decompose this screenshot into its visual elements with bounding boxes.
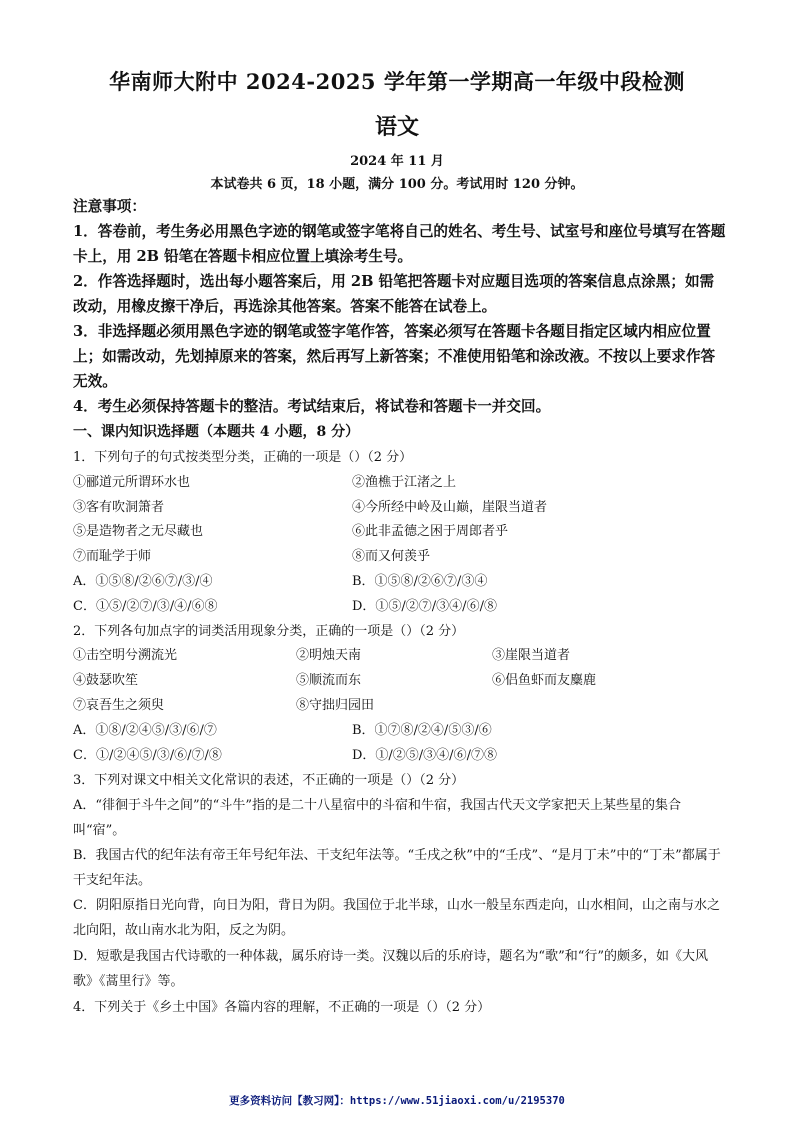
q2-option-b: B．①⑦⑧/②④/⑤③/⑥: [352, 723, 492, 738]
q2-option-c: C．①/②④⑤/③/⑥/⑦/⑧: [73, 748, 222, 763]
instruction-item: 4．考生必须保持答题卡的整洁。考试结束后，将试卷和答题卡一并交回。: [73, 398, 551, 415]
instructions-heading: 注意事项：: [73, 198, 146, 215]
question-2-stem: 2．下列各句加点字的词类活用现象分类，正确的一项是（）（2 分）: [73, 624, 465, 639]
q1-option-a: A．①⑤⑧/②⑥⑦/③/④: [73, 574, 213, 589]
q2-item: ⑧守拙归园田: [296, 698, 375, 713]
question-1-stem: 1．下列句子的句式按类型分类，正确的一项是（）（2 分）: [73, 450, 413, 465]
q2-item: ⑥侣鱼虾而友麋鹿: [492, 673, 597, 688]
footer-link[interactable]: 更多资料访问【教习网】：https://www.51jiaoxi.com/u/2195370: [229, 1095, 565, 1107]
q3-option-c: C．阴阳原指日光向背，向日为阳，背日为阴。我国位于北半球，山水一般呈东西走向，山水相间，山之南与水之北向阳，故山南水北为阳，反之为阴。: [73, 898, 720, 938]
instructions: [73, 194, 728, 419]
q1-item: ⑥此非孟德之困于周郎者乎: [352, 524, 509, 539]
q2-item: ④鼓瑟吹笙: [73, 673, 139, 688]
question-3-stem: 3．下列对课文中相关文化常识的表述，不正确的一项是（）（2 分）: [73, 773, 465, 788]
q1-item: ⑧而又何羡乎: [352, 549, 431, 564]
exam-title: 华南师大附中 2024-2025 学年第一学期高一年级中段检测: [109, 69, 685, 94]
exam-info: 本试卷共 6 页，18 小题，满分 100 分。考试用时 120 分钟。: [210, 177, 584, 192]
exam-date: 2024 年 11 月: [350, 154, 444, 169]
q2-item: ③崖限当道者: [492, 648, 571, 663]
q1-item: ⑦而耻学于师: [73, 549, 152, 564]
q1-item: ⑤是造物者之无尽藏也: [73, 524, 204, 539]
q1-option-d: D．①⑤/②⑦/③④/⑥/⑧: [352, 599, 497, 614]
q2-item: ⑦哀吾生之须臾: [73, 698, 165, 713]
q3-option-a: A．“徘徊于斗牛之间”的“斗牛”指的是二十八星宿中的斗宿和牛宿，我国古代天文学家把天上某些星的集合叫“宿”。: [73, 798, 681, 838]
q1-item: ③客有吹洞箫者: [73, 500, 165, 515]
q2-option-a: A．①⑧/②④⑤/③/⑥/⑦: [73, 723, 217, 738]
question-4-stem: 4．下列关于《乡土中国》各篇内容的理解，不正确的一项是（）（2 分）: [73, 1000, 491, 1015]
q2-option-d: D．①/②⑤/③④/⑥/⑦⑧: [352, 748, 497, 763]
q1-option-b: B．①⑤⑧/②⑥⑦/③④: [352, 574, 488, 589]
instruction-item: 3．非选择题必须用黑色字迹的钢笔或签字笔作答，答案必须写在答题卡各题目指定区域内相应位置上；如需改动，先划掉原来的答案，然后再写上新答案；不准使用铅笔和涂改液。不按以上要求作答无效。: [73, 323, 716, 390]
q2-item: ②明烛天南: [296, 648, 362, 663]
q3-option-d: D．短歌是我国古代诗歌的一种体裁，属乐府诗一类。汉魏以后的乐府诗，题名为“歌”和“行”的颇多，如《大风歌》《蒿里行》等。: [73, 949, 709, 989]
q1-option-c: C．①⑤/②⑦/③/④/⑥⑧: [73, 599, 218, 614]
q1-item: ④今所经中岭及山巅，崖限当道者: [352, 500, 548, 515]
q2-item: ⑤顺流而东: [296, 673, 362, 688]
q1-item: ②渔樵于江渚之上: [352, 475, 457, 490]
q1-item: ①郦道元所谓环水也: [73, 475, 191, 490]
subject-title: 语文: [374, 114, 419, 140]
instruction-item: 1．答卷前，考生务必用黑色字迹的钢笔或签字笔将自己的姓名、考生号、试室号和座位号填写在答题卡上，用 2B 铅笔在答题卡相应位置上填涂考生号。: [73, 223, 726, 265]
section-heading: 一、课内知识选择题（本题共 4 小题，8 分）: [73, 424, 360, 440]
instruction-item: 2．作答选择题时，选出每小题答案后，用 2B 铅笔把答题卡对应题目选项的答案信息点涂黑；如需改动，用橡皮擦干净后，再选涂其他答案。答案不能答在试卷上。: [73, 273, 715, 315]
q3-option-b: B．我国古代的纪年法有帝王年号纪年法、干支纪年法等。“壬戌之秋”中的“壬戌”、“是月丁未”中的“丁未”都属于干支纪年法。: [73, 848, 721, 888]
q2-item: ①击空明兮溯流光: [73, 648, 178, 663]
